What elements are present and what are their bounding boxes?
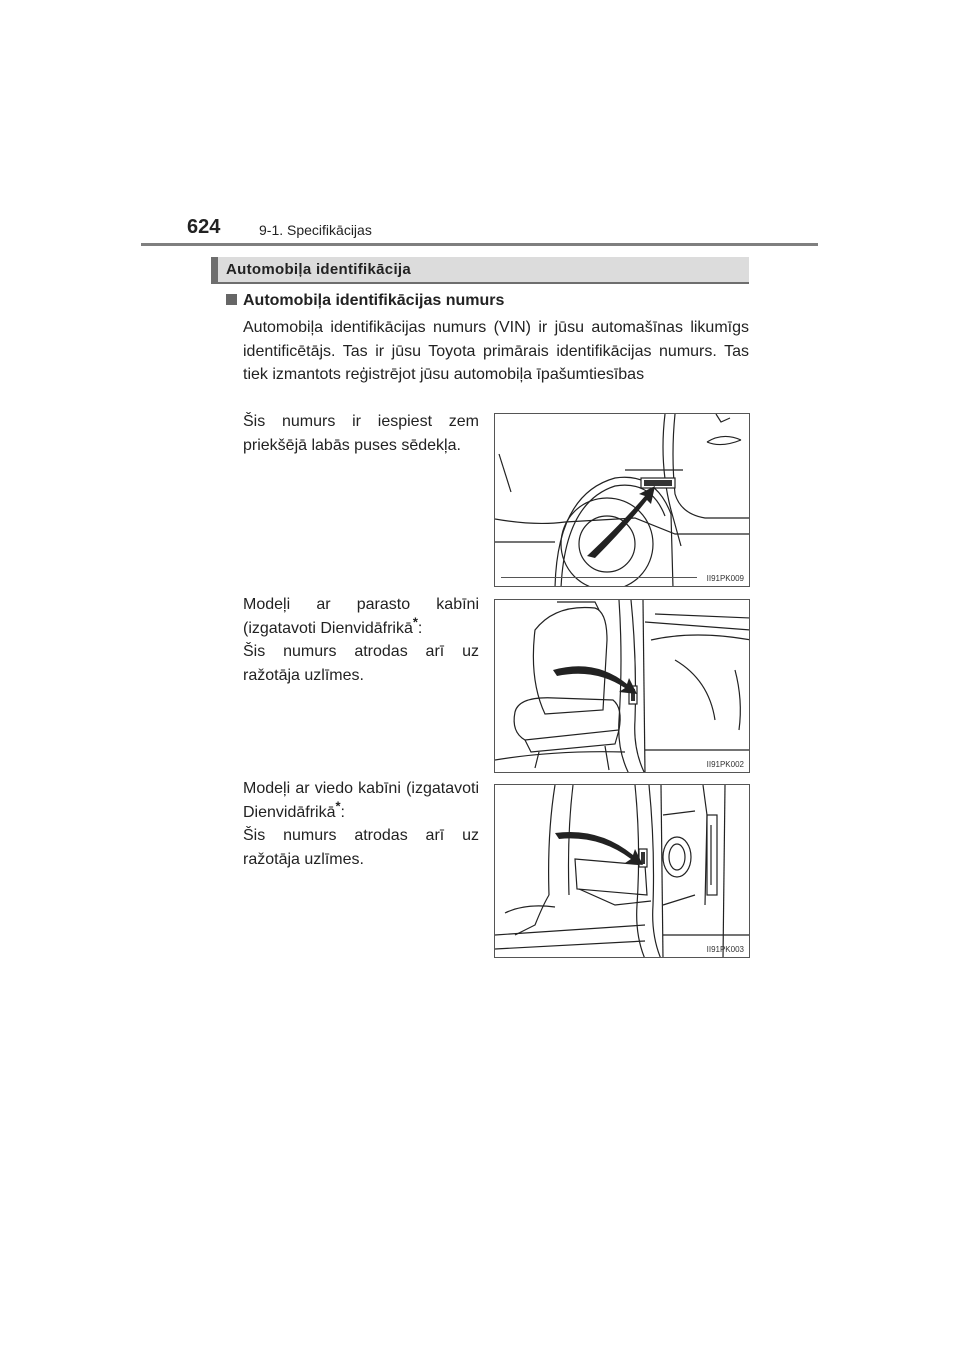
item-3-colon: : — [340, 803, 345, 821]
figure-smart-cab-seat — [494, 784, 750, 958]
item-2-text — [243, 593, 479, 687]
square-bullet-icon — [226, 294, 237, 305]
section-heading-bar — [211, 257, 749, 284]
subsection-title: Automobiļa identifikācijas numurs — [243, 292, 505, 309]
section-title: Automobiļa identifikācija — [226, 261, 412, 278]
footnote-asterisk: * — [335, 798, 341, 814]
item-1-note: Šis numurs ir iespiest zem priekšējā labās puses sēdekļa. — [243, 413, 479, 454]
item-2-model-line — [243, 593, 479, 640]
item-2-note: Šis numurs atrodas arī uz ražotāja uzlīmes. — [243, 643, 479, 684]
section-accent — [211, 257, 218, 282]
item-3-text — [243, 777, 479, 871]
chapter-title: 9-1. Specifikācijas — [259, 222, 372, 238]
smart-cab-drawing — [495, 785, 750, 958]
page-number: 624 — [187, 216, 221, 238]
item-2-model: Modeļi ar parasto kabīni (izgatavoti Dienvidāfrikā — [243, 596, 479, 637]
item-1-text — [243, 410, 479, 457]
item-3-model-line — [243, 777, 479, 824]
item-2-colon: : — [417, 619, 423, 637]
figure-code: II91PK003 — [706, 945, 744, 954]
vehicle-side-drawing — [495, 414, 750, 587]
figure-baseline — [501, 577, 697, 578]
subsection-heading — [226, 292, 504, 310]
item-3-model: Modeļi ar viedo kabīni (izgatavoti Dienvidāfrikā — [243, 780, 479, 821]
footnote-asterisk: * — [412, 614, 418, 630]
header-rule — [141, 243, 818, 246]
regular-cab-drawing — [495, 600, 750, 773]
item-3-note: Šis numurs atrodas arī uz ražotāja uzlīmes. — [243, 827, 479, 868]
figure-code: II91PK002 — [706, 760, 744, 769]
figure-vehicle-side-illustration — [494, 413, 750, 587]
vin-description: Automobiļa identifikācijas numurs (VIN) ir jūsu automašīnas likumīgs identificētājs. Tas ir jūsu Toyota primārais identifikācijas numurs. Tas tiek izmantots reģistrējot jūsu automobiļa īpašumtiesības — [243, 319, 749, 384]
figure-code: II91PK009 — [706, 574, 744, 583]
figure-regular-cab-seat — [494, 599, 750, 773]
